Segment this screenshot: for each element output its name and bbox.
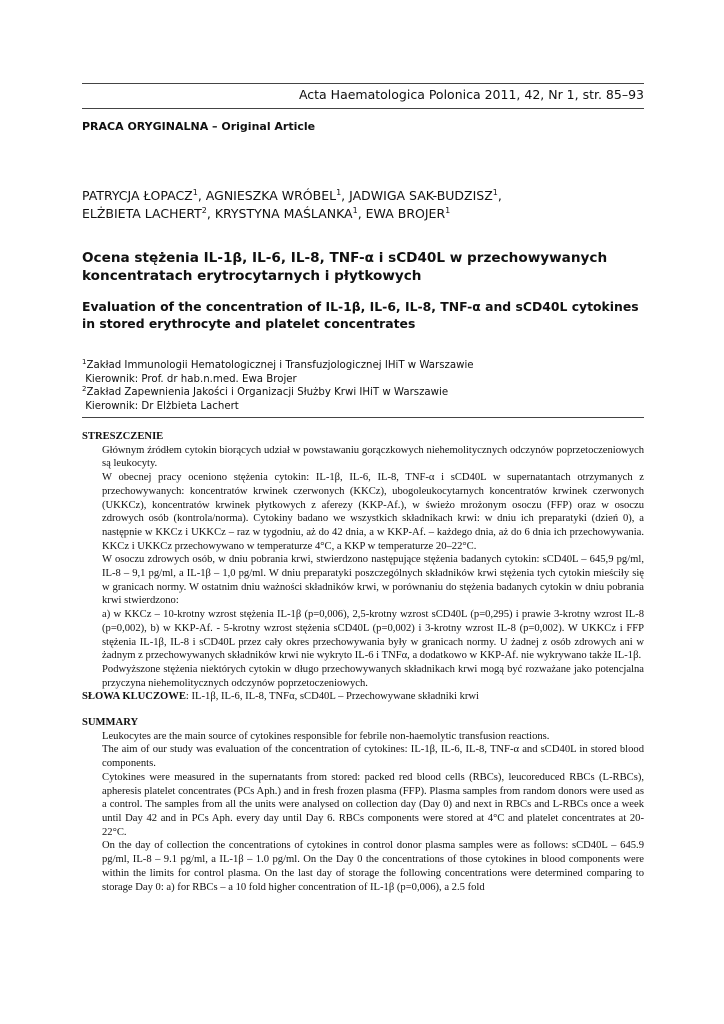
author-name: JADWIGA SAK-BUDZISZ [349,188,493,203]
author-affiliation-mark: 2 [201,206,207,215]
abstract-paragraph: a) w KKCz – 10-krotny wzrost stężenia IL-1β (p=0,006), 2,5-krotny wzrost sCD40L (p=0,295) i prawie 3-krotny wzrost IL-8 (p=0,002), b) w KKP-Af. - 5-krotny wzrost stężenia sCD40L (p=0,002) i 3-krotny wzrost IL-8 (p=0,002). W UKKCz i FFP stężenia IL-1β, IL-8 i sCD40L przez cały okres przechowywania były w granicach normy. U żadnej z osób zdrowych ani w żadnym z przechowywanych składników krwi nie wykryto IL-6 i TNFα, a dodatkowo w KKP-Af. nie wykrywano także IL-1β. [102,609,644,662]
author-list [82,187,644,223]
abstract-paragraph: Głównym źródłem cytokin biorących udział w powstawaniu gorączkowych niehemolitycznych odczynów poprzetoczeniowych są leukocyty. [102,444,644,470]
author-affiliation-mark: 1 [336,188,342,197]
author-separator: , [341,188,350,203]
summary-paragraph: On the day of collection the concentrations of cytokines in control donor plasma samples were as follows: sCD40L – 645.9 pg/ml, IL-8 – 9.1 pg/ml, a IL-1β – 1.0 pg/ml. On the Day 0 the concentrations of those cytokines in blood components were within the limits for control plasma. On the last day of storage the following concentrations were determined comparing to storage Day 0: a) for RBCs – a 10 fold higher concentration of IL-1β (p=0,006), a 2.5 fold [102,840,644,893]
author-name: PATRYCJA ŁOPACZ [82,188,193,203]
affiliations [82,359,644,413]
author-name: KRYSTYNA MAŚLANKA [214,206,353,221]
author-name: ELŻBIETA LACHERT [82,206,202,221]
article-type: PRACA ORYGINALNA – Original Article [82,120,316,133]
affiliation-line [82,359,644,373]
affiliation-head [82,400,644,414]
author-separator: , [206,206,215,221]
affiliation-line [82,386,644,400]
author-affiliation-mark: 1 [192,188,198,197]
affiliation-mark: 2 [82,385,87,393]
title-polish: Ocena stężenia IL-1β, IL-6, IL-8, TNF-α i sCD40L w przechowywanych koncentratach erytrocytarnych i płytkowych [82,250,608,284]
summary-paragraph: Cytokines were measured in the supernatants from stored: packed red blood cells (RBCs), leucoreduced RBCs (L-RBCs), apheresis platelet concentrates (PCs Aph.) and in fresh frozen plasma (FFP). Plasma samples from random donors were used as a control. The samples from all the units were analysed on collection day (Day 0) and next in RBCs and L-RBCs once a week until Day 42 and in PCs Aph. every day until Day 6. RBCs components were stored at 4°C and platelet concentrates at 20-22°C. [102,771,644,838]
abstract-heading-pl: STRESZCZENIE [82,431,164,442]
abstract-heading-en: SUMMARY [82,717,139,729]
author-separator: , [497,188,502,203]
author-name: EWA BROJER [365,206,446,221]
affiliation-head [82,373,644,387]
affiliation-text: Kierownik: Dr Elżbieta Lachert [85,400,239,412]
abstract-section [82,430,644,894]
keywords-text: : IL-1β, IL-6, IL-8, TNFα, sCD40L – Przechowywane składniki krwi [185,691,479,703]
author-affiliation-mark: 1 [492,188,498,197]
section-gap [82,704,644,716]
affiliation-text: Zakład Zapewnienia Jakości i Organizacji Służby Krwi IHiT w Warszawie [86,387,449,398]
affiliation-text: Zakład Immunologii Hematologicznej i Transfuzjologicznej IHiT w Warszawie [86,360,474,371]
keywords [82,690,644,704]
author-name: AGNIESZKA WRÓBEL [205,188,337,203]
header-rule-bottom [82,108,644,109]
abstract-paragraph: W obecnej pracy oceniono stężenia cytokin: IL-1β, IL-6, IL-8, TNF-α i sCD40L w supernatantach otrzymanych z przechowywanych: koncentratów krwinek czerwonych (KKCz), ubogoleukocytarnych koncentratów krwinek czerwonych (UKKCz), koncentratów krwinek płytkowych z aferezy (KKP-Af.), w świeżo mrożonym osoczu (FFP) oraz w osoczu zdrowych osób (kontrola/norma). Cytokiny badano we wszystkich składnikach krwi: w dniu ich preparatyki (dzień 0), a następnie w KKCz i UKKCz – raz w tygodniu, aż do 42 dnia, a w KKP-Af. – każdego dnia, aż do 6 dnia ich przechowywania. KKCz i UKKCz przechowywano w temperaturze 4°C, a KKP w temperaturze 20–22°C. [102,472,644,552]
summary-paragraph: The aim of our study was evaluation of the concentration of cytokines: IL-1β, IL-6, IL-8, TNF-α and sCD40L in stored blood components. [102,744,644,770]
author-separator: , [197,188,206,203]
affiliation-text: Kierownik: Prof. dr hab.n.med. Ewa Brojer [85,373,297,385]
journal-citation: Acta Haematologica Polonica 2011, 42, Nr 1, str. 85–93 [298,87,644,102]
keywords-label: SŁOWA KLUCZOWE [82,691,186,703]
section-rule [82,417,644,418]
affiliation-mark: 1 [82,358,87,366]
abstract-paragraph: Podwyższone stężenia niektórych cytokin w długo przechowywanych składnikach krwi mogą być rozważane jako potencjalna przyczyna niehemolitycznych odczynów poprzetoczeniowych. [102,663,644,689]
author-affiliation-mark: 1 [352,206,358,215]
summary-paragraph: Leukocytes are the main source of cytokines responsible for febrile non-haemolytic transfusion reactions. [102,730,550,742]
header-rule-top [82,83,644,84]
author-affiliation-mark: 1 [445,206,451,215]
author-separator: , [357,206,366,221]
abstract-paragraph: W osoczu zdrowych osób, w dniu pobrania krwi, stwierdzono następujące stężenia badanych cytokin: sCD40L – 645,9 pg/ml, IL-8 – 9,1 pg/ml, a IL-1β – 1,0 pg/ml. W dniu preparatyki poszczególnych składników krwi stężenia tych cytokin mieściły się w granicach normy. W ostatnim dniu ważności składników krwi, w porównaniu do stężenia badanych cytokin w dniu pobrania krwi stwierdzono: [102,554,644,607]
title-english: Evaluation of the concentration of IL-1β, IL-6, IL-8, TNF-α and sCD40L cytokines in stored erythrocyte and platelet concentrates [82,299,639,331]
